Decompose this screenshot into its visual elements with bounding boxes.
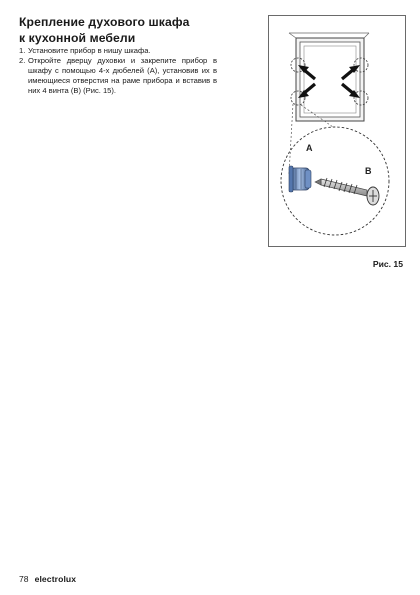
label-a: A bbox=[306, 143, 313, 153]
step-text: Установите прибор в нишу шкафа. bbox=[28, 46, 151, 55]
instruction-list bbox=[19, 46, 217, 96]
step-number: 2. bbox=[19, 56, 26, 66]
zoom-leader-left bbox=[289, 104, 293, 174]
section-heading bbox=[19, 14, 219, 46]
dowel-a bbox=[289, 166, 311, 192]
instruction-step-1 bbox=[19, 46, 217, 56]
screw-b bbox=[315, 178, 379, 205]
page-number: 78 bbox=[19, 574, 29, 584]
label-b: B bbox=[365, 166, 372, 176]
heading-line-1: Крепление духового шкафа bbox=[19, 15, 190, 29]
page-footer bbox=[19, 574, 76, 584]
heading-line-2: к кухонной мебели bbox=[19, 31, 136, 45]
instruction-step-2 bbox=[19, 56, 217, 96]
step-number: 1. bbox=[19, 46, 26, 55]
oven-frame bbox=[289, 33, 369, 121]
figure-illustration bbox=[268, 15, 406, 247]
brand-logo: electrolux bbox=[34, 574, 77, 584]
oven-mounting-diagram bbox=[269, 16, 407, 248]
step-text: Откройте дверцу духовки и закрепите прибор в шкафу с помощью 4-х дюбелей (A), установив их в имеющиеся отверстия на раме прибора и вставив в них 4 винта (B) (Рис. 15). bbox=[28, 56, 217, 96]
figure-caption: Рис. 15 bbox=[372, 259, 403, 269]
